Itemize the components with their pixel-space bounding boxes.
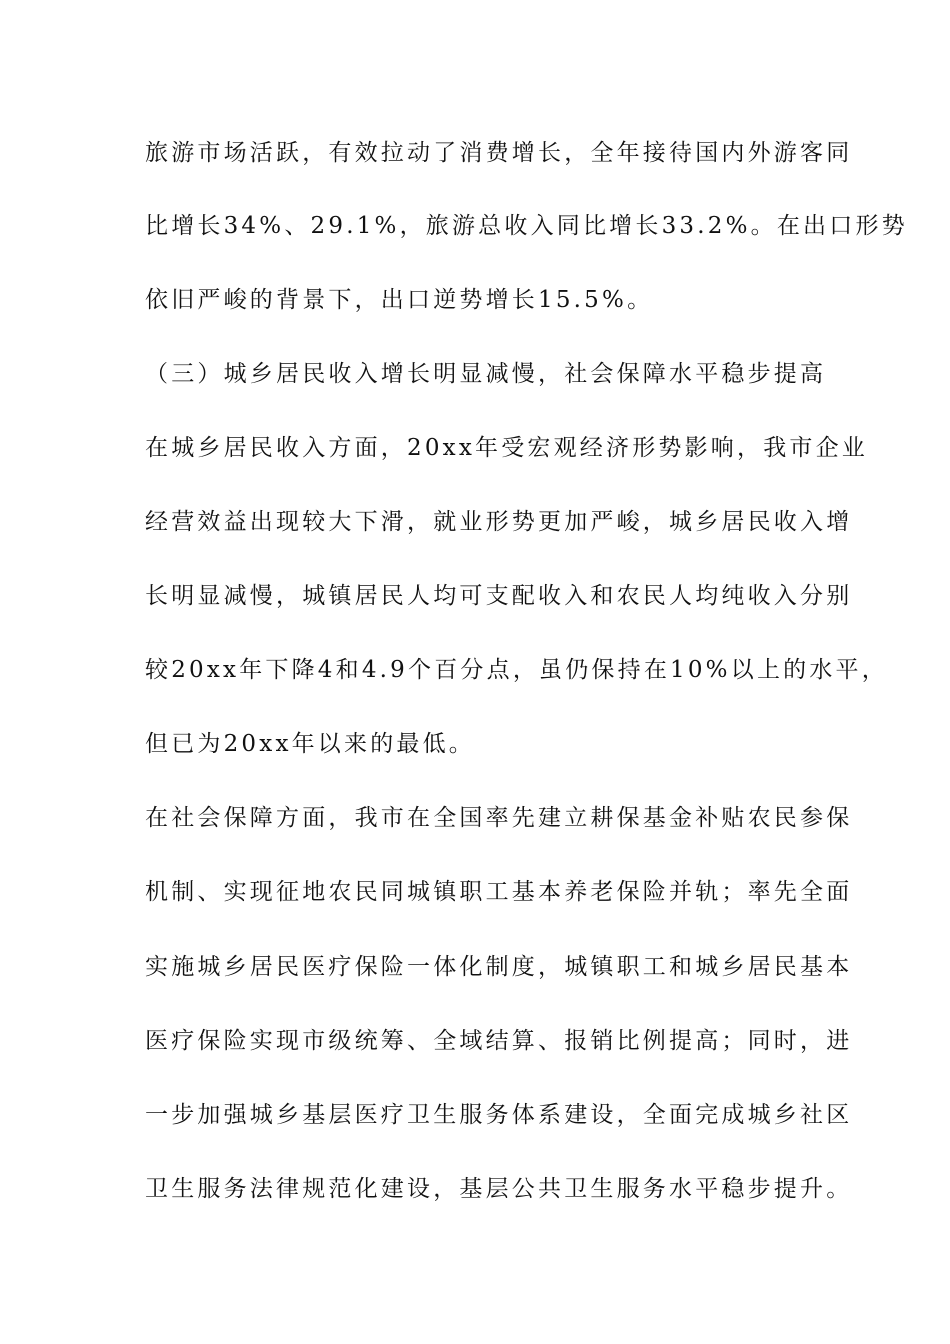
text-line-13: 医疗保险实现市级统筹、全域结算、报销比例提高；同时，进 <box>145 1028 853 1054</box>
text-line-5: 在城乡居民收入方面，20xx年受宏观经济形势影响，我市企业 <box>145 435 869 461</box>
text-line-3: 依旧严峻的背景下，出口逆势增长15.5%。 <box>145 287 654 313</box>
text-line-8: 较20xx年下降4和4.9个百分点，虽仍保持在10%以上的水平， <box>145 657 888 683</box>
text-line-9: 但已为20xx年以来的最低。 <box>145 731 476 757</box>
text-line-15: 卫生服务法律规范化建设，基层公共卫生服务水平稳步提升。 <box>145 1176 853 1202</box>
text-line-12: 实施城乡居民医疗保险一体化制度，城镇职工和城乡居民基本 <box>145 954 853 980</box>
text-line-6: 经营效益出现较大下滑，就业形势更加严峻，城乡居民收入增 <box>145 509 853 535</box>
text-line-11: 机制、实现征地农民同城镇职工基本养老保险并轨；率先全面 <box>145 879 853 905</box>
text-line-7: 长明显减慢，城镇居民人均可支配收入和农民人均纯收入分别 <box>145 583 853 609</box>
text-line-14: 一步加强城乡基层医疗卫生服务体系建设，全面完成城乡社区 <box>145 1102 853 1128</box>
text-line-10: 在社会保障方面，我市在全国率先建立耕保基金补贴农民参保 <box>145 805 853 831</box>
text-line-1: 旅游市场活跃，有效拉动了消费增长，全年接待国内外游客同 <box>145 140 853 166</box>
text-line-2: 比增长34%、29.1%，旅游总收入同比增长33.2%。在出口形势 <box>145 213 908 239</box>
section-heading: （三）城乡居民收入增长明显减慢，社会保障水平稳步提高 <box>145 361 827 387</box>
